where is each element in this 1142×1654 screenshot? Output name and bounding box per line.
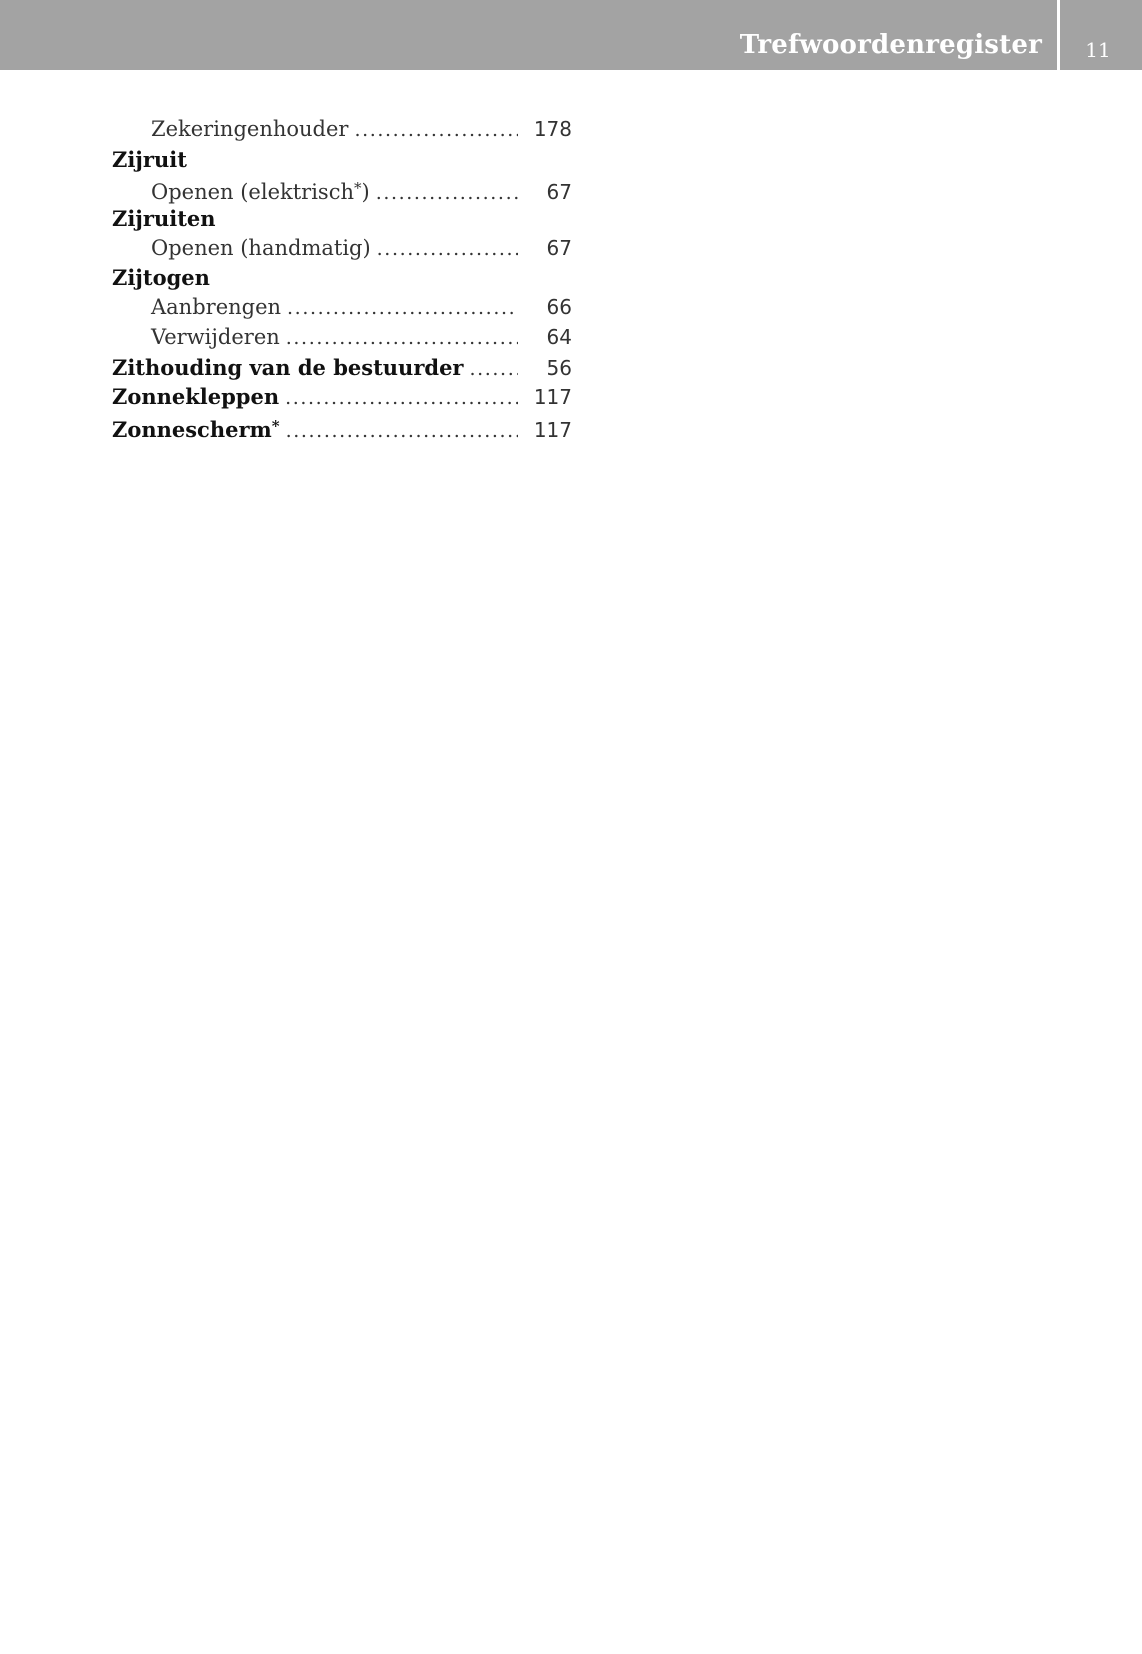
header-bar xyxy=(0,0,1142,70)
section-title: Trefwoordenregister xyxy=(739,30,1042,60)
index-entry-zonnekleppen xyxy=(112,382,572,412)
page-ref: 117 xyxy=(533,385,572,410)
page-ref: 64 xyxy=(546,324,572,349)
optional-equipment-marker: * xyxy=(271,416,280,435)
index-term: Zonnekleppen xyxy=(112,384,280,410)
index-term xyxy=(112,412,280,445)
index-entry-zonnescherm xyxy=(112,412,572,442)
dot-leader xyxy=(377,235,518,265)
index-term-tail: ) xyxy=(361,180,370,205)
index-entry-zithouding xyxy=(112,353,572,383)
index-term-text: Openen (elektrisch xyxy=(151,180,354,205)
index-term-text: Zonnescherm xyxy=(112,416,272,442)
index-term: Zekeringenhouder xyxy=(151,117,349,141)
dot-leader xyxy=(285,384,518,414)
index-term: Zijruit xyxy=(112,146,187,172)
index-term: Verwijderen xyxy=(151,324,280,349)
dot-leader xyxy=(286,324,518,354)
page-ref: 66 xyxy=(546,295,572,320)
dot-leader xyxy=(354,116,518,146)
index-entry-aanbrengen xyxy=(112,293,572,323)
index-term xyxy=(112,174,370,208)
index-term: Zijtogen xyxy=(112,265,210,291)
page-ref: 67 xyxy=(546,235,572,260)
page-number: 11 xyxy=(1085,38,1111,62)
index-term: Aanbrengen xyxy=(151,295,282,320)
index-entry-verwijderen xyxy=(112,323,572,353)
index-entry-openen-handmatig xyxy=(112,234,572,264)
page-ref: 67 xyxy=(546,180,572,205)
page-ref: 56 xyxy=(546,355,572,380)
dot-leader xyxy=(470,355,519,385)
page-ref: 117 xyxy=(533,417,572,442)
index-heading-zijtogen xyxy=(112,263,572,293)
index-heading-zijruit xyxy=(112,145,572,175)
page-ref: 178 xyxy=(533,117,572,141)
index-term: Openen (handmatig) xyxy=(151,235,371,260)
index-list xyxy=(112,115,572,442)
index-term: Zithouding van de bestuurder xyxy=(112,354,464,380)
index-term: Zijruiten xyxy=(112,206,216,232)
dot-leader xyxy=(286,417,518,447)
dot-leader xyxy=(287,294,518,324)
index-entry-openen-elektrisch xyxy=(112,174,572,204)
optional-equipment-marker: * xyxy=(354,179,362,198)
index-entry-zekeringenhouder xyxy=(112,115,572,145)
index-heading-zijruiten xyxy=(112,204,572,234)
